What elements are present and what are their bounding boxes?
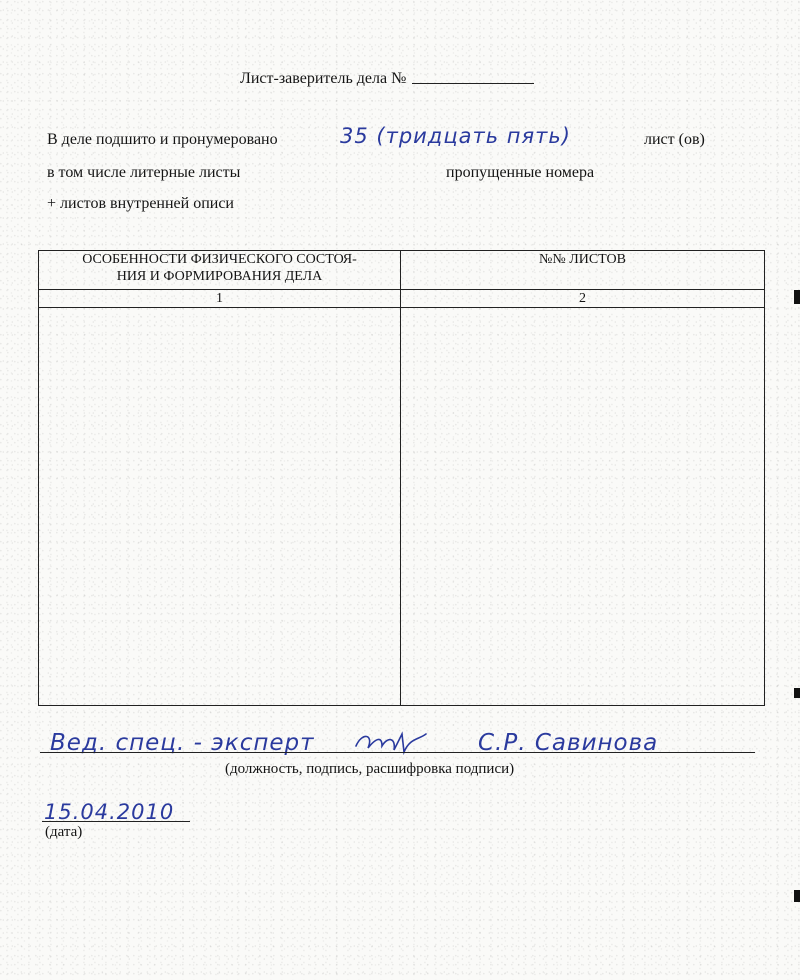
col2-number: 2: [401, 290, 765, 308]
sheets-handwritten: 35 (тридцать пять): [340, 124, 571, 148]
col1-number: 1: [39, 290, 401, 308]
literal-label: в том числе литерные листы: [47, 164, 241, 181]
col1-header: [39, 251, 401, 290]
sheets-line: [47, 131, 278, 149]
date-handwritten: 15.04.2010: [44, 800, 175, 824]
scan-edge-mark: [794, 688, 800, 698]
date-caption: (дата): [45, 824, 83, 840]
title-label: Лист-заверитель дела №: [240, 70, 407, 87]
condition-table: [38, 250, 765, 706]
inventory-label: + листов внутренней описи: [47, 195, 234, 212]
sheets-unit: лист (ов): [644, 131, 705, 148]
col2-header: [401, 251, 765, 290]
col1-header-line1: ОСОБЕННОСТИ ФИЗИЧЕСКОГО СОСТОЯ-: [82, 252, 357, 267]
scan-edge-mark: [794, 890, 800, 902]
sheets-label: В деле подшито и пронумеровано: [47, 131, 278, 148]
signature-mark: [352, 728, 432, 758]
position-handwritten: Вед. спец. - эксперт: [50, 730, 315, 756]
col2-body-cell: [401, 308, 765, 706]
table-body-row: [39, 308, 765, 706]
document-title: [240, 69, 534, 88]
col2-header-label: №№ ЛИСТОВ: [539, 252, 626, 267]
table-number-row: [39, 290, 765, 308]
scan-edge-mark: [794, 290, 800, 304]
name-handwritten: С.Р. Савинова: [478, 730, 659, 756]
missing-label: пропущенные номера: [446, 164, 595, 181]
table-header-row: [39, 251, 765, 290]
date-underline: [42, 821, 190, 822]
case-number-blank: [412, 69, 534, 84]
signature-underline: [40, 752, 755, 753]
signature-caption: (должность, подпись, расшифровка подписи): [225, 761, 515, 777]
col1-header-line2: НИЯ И ФОРМИРОВАНИЯ ДЕЛА: [116, 269, 323, 284]
col1-body-cell: [39, 308, 401, 706]
